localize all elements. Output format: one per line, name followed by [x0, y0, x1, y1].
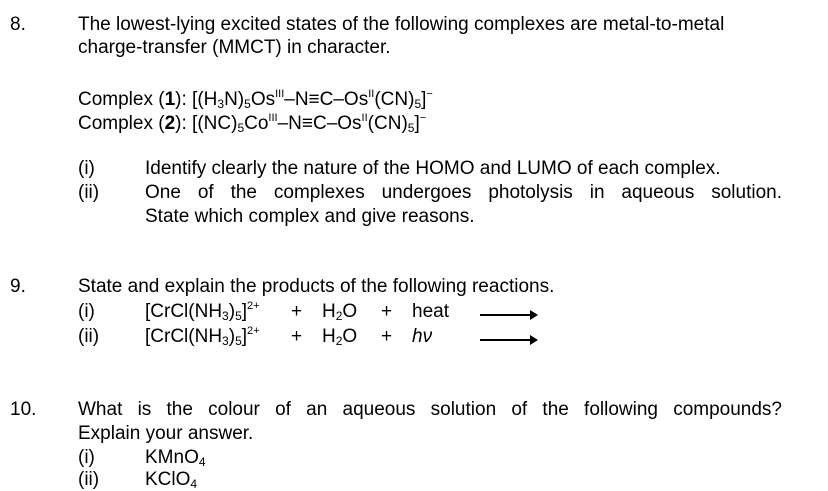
complex-2-formula: Complex (2): $[(NC)_5Co^{III}-N\equiv C-Os^{II}(CN)_5]^-$ — [78, 112, 427, 135]
water-formula: $H_2O$ — [322, 301, 358, 323]
compound-formula: KClO$_4$ — [145, 469, 198, 491]
question-number: 9. — [10, 276, 26, 297]
question-number: 8. — [10, 14, 26, 35]
part-label: (i) — [78, 301, 95, 322]
water-formula: $H_2O$ — [322, 326, 358, 348]
reagent: heat — [412, 301, 449, 322]
part-text: One of the complexes undergoes photolysis in aqueous solution. — [145, 182, 782, 203]
plus-sign: + — [291, 326, 303, 347]
question-number: 10. — [10, 399, 37, 420]
plus-sign: + — [381, 326, 393, 347]
compound-formula: KMnO$_4$ — [145, 447, 206, 469]
reaction-reactant: $[CrCl(NH_3)_5]^{2+}$ — [145, 325, 260, 348]
reaction-arrow-icon — [480, 339, 536, 341]
plus-sign: + — [381, 301, 393, 322]
part-label: (ii) — [78, 469, 100, 490]
question-text: What is the colour of an aqueous solution of the following compounds? — [78, 399, 782, 420]
plus-sign: + — [291, 301, 303, 322]
part-text: State which complex and give reasons. — [145, 206, 475, 227]
complex-1-formula: Complex (1): $[(H_3N)_5Os^{III}-N\equiv C-Os^{II}(CN)_5]^-$ — [78, 88, 433, 111]
part-label: (i) — [78, 447, 95, 468]
part-text: Identify clearly the nature of the HOMO and LUMO of each complex. — [145, 158, 721, 179]
part-label: (ii) — [78, 326, 100, 347]
reaction-reactant: $[CrCl(NH_3)_5]^{2+}$ — [145, 300, 260, 323]
part-label: (ii) — [78, 182, 100, 203]
reagent: hν — [412, 326, 433, 347]
reaction-arrow-icon — [480, 314, 536, 316]
question-text: Explain your answer. — [78, 423, 254, 444]
question-text: State and explain the products of the following reactions. — [78, 276, 555, 297]
question-text: The lowest-lying excited states of the following complexes are metal-to-metal — [78, 14, 725, 35]
question-text: charge-transfer (MMCT) in character. — [78, 37, 391, 58]
part-label: (i) — [78, 158, 95, 179]
